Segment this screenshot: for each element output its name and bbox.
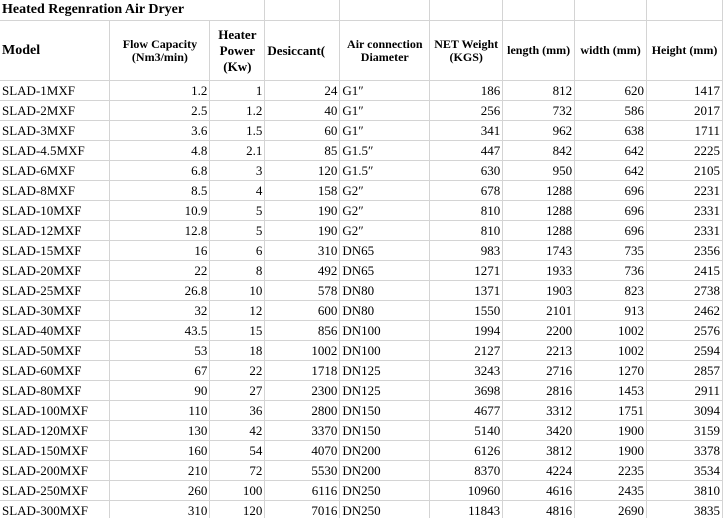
cell-heater-power[interactable]: 42 <box>210 421 265 441</box>
cell[interactable] <box>575 0 647 21</box>
cell-width[interactable]: 1900 <box>575 441 647 461</box>
cell-width[interactable]: 1751 <box>575 401 647 421</box>
cell-net-weight[interactable]: 1271 <box>430 261 503 281</box>
cell-width[interactable]: 642 <box>575 161 647 181</box>
table-row <box>0 441 723 461</box>
cell-height[interactable]: 3835 <box>647 501 723 518</box>
cell-height[interactable]: 3534 <box>647 461 723 481</box>
cell-length[interactable]: 4816 <box>503 501 575 518</box>
cell-net-weight[interactable]: 4677 <box>430 401 503 421</box>
cell-desiccant[interactable]: 3370 <box>265 421 340 441</box>
cell-model[interactable]: SLAD-4.5MXF <box>0 141 110 161</box>
cell-height[interactable]: 2857 <box>647 361 723 381</box>
cell-net-weight[interactable]: 447 <box>430 141 503 161</box>
cell-desiccant[interactable]: 190 <box>265 221 340 241</box>
cell-width[interactable]: 1453 <box>575 381 647 401</box>
sheet-title[interactable]: Heated Regenration Air Dryer <box>0 0 265 21</box>
cell-length[interactable]: 842 <box>503 141 575 161</box>
cell-air-connection[interactable]: DN125 <box>340 381 430 401</box>
cell-air-connection[interactable]: DN150 <box>340 421 430 441</box>
cell-net-weight[interactable]: 1994 <box>430 321 503 341</box>
cell-height[interactable]: 2415 <box>647 261 723 281</box>
cell-width[interactable]: 1900 <box>575 421 647 441</box>
cell-net-weight[interactable]: 8370 <box>430 461 503 481</box>
table-row <box>0 461 723 481</box>
cell-heater-power[interactable]: 2.1 <box>210 141 265 161</box>
cell-heater-power[interactable]: 72 <box>210 461 265 481</box>
table-row <box>0 401 723 421</box>
cell-flow-capacity[interactable]: 2.5 <box>110 101 210 121</box>
cell-width[interactable]: 2690 <box>575 501 647 518</box>
cell-net-weight[interactable]: 10960 <box>430 481 503 501</box>
cell-height[interactable]: 2231 <box>647 181 723 201</box>
cell-model[interactable]: SLAD-20MXF <box>0 261 110 281</box>
cell-net-weight[interactable]: 3243 <box>430 361 503 381</box>
cell-desiccant[interactable]: 6116 <box>265 481 340 501</box>
cell-heater-power[interactable]: 15 <box>210 321 265 341</box>
table-row <box>0 481 723 501</box>
cell-model[interactable]: SLAD-10MXF <box>0 201 110 221</box>
cell-air-connection[interactable]: G2″ <box>340 181 430 201</box>
cell-flow-capacity[interactable]: 90 <box>110 381 210 401</box>
cell-flow-capacity[interactable]: 310 <box>110 501 210 518</box>
cell-net-weight[interactable]: 810 <box>430 221 503 241</box>
cell-desiccant[interactable]: 1718 <box>265 361 340 381</box>
cell-net-weight[interactable]: 6126 <box>430 441 503 461</box>
title-row <box>0 0 723 21</box>
cell-flow-capacity[interactable]: 6.8 <box>110 161 210 181</box>
cell-flow-capacity[interactable]: 10.9 <box>110 201 210 221</box>
cell-width[interactable]: 696 <box>575 181 647 201</box>
cell-flow-capacity[interactable]: 260 <box>110 481 210 501</box>
cell-desiccant[interactable]: 578 <box>265 281 340 301</box>
cell-flow-capacity[interactable]: 4.8 <box>110 141 210 161</box>
cell-flow-capacity[interactable]: 130 <box>110 421 210 441</box>
cell-net-weight[interactable]: 2127 <box>430 341 503 361</box>
table-row <box>0 321 723 341</box>
cell-model[interactable]: SLAD-60MXF <box>0 361 110 381</box>
cell[interactable] <box>503 0 575 21</box>
cell-width[interactable]: 586 <box>575 101 647 121</box>
cell-flow-capacity[interactable]: 210 <box>110 461 210 481</box>
cell-air-connection[interactable]: G1.5″ <box>340 141 430 161</box>
cell-air-connection[interactable]: DN100 <box>340 341 430 361</box>
table-row <box>0 101 723 121</box>
cell-net-weight[interactable]: 983 <box>430 241 503 261</box>
cell-air-connection[interactable]: DN250 <box>340 481 430 501</box>
cell-model[interactable]: SLAD-200MXF <box>0 461 110 481</box>
cell-net-weight[interactable]: 5140 <box>430 421 503 441</box>
cell-flow-capacity[interactable]: 12.8 <box>110 221 210 241</box>
cell-desiccant[interactable]: 4070 <box>265 441 340 461</box>
cell-width[interactable]: 2435 <box>575 481 647 501</box>
cell-height[interactable]: 2576 <box>647 321 723 341</box>
cell-heater-power[interactable]: 12 <box>210 301 265 321</box>
cell-heater-power[interactable]: 10 <box>210 281 265 301</box>
header-model[interactable]: Model <box>0 21 110 81</box>
table-row <box>0 141 723 161</box>
cell-heater-power[interactable]: 18 <box>210 341 265 361</box>
table-row <box>0 161 723 181</box>
cell-model[interactable]: SLAD-30MXF <box>0 301 110 321</box>
header-height[interactable]: Height (mm) <box>647 21 723 81</box>
cell-heater-power[interactable]: 8 <box>210 261 265 281</box>
cell-heater-power[interactable]: 1 <box>210 81 265 101</box>
cell-net-weight[interactable]: 186 <box>430 81 503 101</box>
cell-desiccant[interactable]: 600 <box>265 301 340 321</box>
cell-desiccant[interactable]: 310 <box>265 241 340 261</box>
header-length[interactable]: length (mm) <box>503 21 575 81</box>
cell-desiccant[interactable]: 7016 <box>265 501 340 518</box>
cell-flow-capacity[interactable]: 16 <box>110 241 210 261</box>
cell-air-connection[interactable]: DN65 <box>340 241 430 261</box>
cell-air-connection[interactable]: G1″ <box>340 101 430 121</box>
table-row <box>0 281 723 301</box>
cell-net-weight[interactable]: 11843 <box>430 501 503 518</box>
cell-heater-power[interactable]: 4 <box>210 181 265 201</box>
cell-height[interactable]: 2594 <box>647 341 723 361</box>
table-row <box>0 221 723 241</box>
cell-heater-power[interactable]: 27 <box>210 381 265 401</box>
table-row <box>0 341 723 361</box>
header-row <box>0 21 723 81</box>
cell-flow-capacity[interactable]: 160 <box>110 441 210 461</box>
cell-model[interactable]: SLAD-300MXF <box>0 501 110 518</box>
cell-length[interactable]: 1903 <box>503 281 575 301</box>
cell-heater-power[interactable]: 6 <box>210 241 265 261</box>
cell-height[interactable]: 2356 <box>647 241 723 261</box>
header-air-connection[interactable]: Air connection Diameter <box>340 21 430 81</box>
cell-flow-capacity[interactable]: 32 <box>110 301 210 321</box>
cell[interactable] <box>647 0 723 21</box>
header-net-weight[interactable]: NET Weight (KGS) <box>430 21 503 81</box>
cell-air-connection[interactable]: DN200 <box>340 461 430 481</box>
cell-width[interactable]: 638 <box>575 121 647 141</box>
header-flow-capacity[interactable]: Flow Capacity (Nm3/min) <box>110 21 210 81</box>
cell-length[interactable]: 962 <box>503 121 575 141</box>
cell-width[interactable]: 913 <box>575 301 647 321</box>
cell-height[interactable]: 2017 <box>647 101 723 121</box>
cell-desiccant[interactable]: 5530 <box>265 461 340 481</box>
cell-model[interactable]: SLAD-50MXF <box>0 341 110 361</box>
cell-heater-power[interactable]: 100 <box>210 481 265 501</box>
cell-net-weight[interactable]: 630 <box>430 161 503 181</box>
table-row <box>0 241 723 261</box>
cell-width[interactable]: 696 <box>575 201 647 221</box>
cell-length[interactable]: 1288 <box>503 221 575 241</box>
cell-desiccant[interactable]: 158 <box>265 181 340 201</box>
cell-width[interactable]: 823 <box>575 281 647 301</box>
cell-heater-power[interactable]: 22 <box>210 361 265 381</box>
cell-air-connection[interactable]: DN150 <box>340 401 430 421</box>
table-row <box>0 181 723 201</box>
cell-flow-capacity[interactable]: 22 <box>110 261 210 281</box>
cell-length[interactable]: 2816 <box>503 381 575 401</box>
cell-desiccant[interactable]: 85 <box>265 141 340 161</box>
cell-height[interactable]: 3094 <box>647 401 723 421</box>
cell-width[interactable]: 735 <box>575 241 647 261</box>
cell-width[interactable]: 642 <box>575 141 647 161</box>
cell-desiccant[interactable]: 2300 <box>265 381 340 401</box>
cell-desiccant[interactable]: 492 <box>265 261 340 281</box>
cell-model[interactable]: SLAD-40MXF <box>0 321 110 341</box>
cell-width[interactable]: 1002 <box>575 321 647 341</box>
cell-air-connection[interactable]: DN125 <box>340 361 430 381</box>
cell-length[interactable]: 4224 <box>503 461 575 481</box>
cell-length[interactable]: 2716 <box>503 361 575 381</box>
cell-model[interactable]: SLAD-3MXF <box>0 121 110 141</box>
cell-heater-power[interactable]: 1.5 <box>210 121 265 141</box>
cell-model[interactable]: SLAD-6MXF <box>0 161 110 181</box>
cell-air-connection[interactable]: DN200 <box>340 441 430 461</box>
cell-length[interactable]: 950 <box>503 161 575 181</box>
cell-width[interactable]: 1270 <box>575 361 647 381</box>
cell-flow-capacity[interactable]: 26.8 <box>110 281 210 301</box>
cell-net-weight[interactable]: 678 <box>430 181 503 201</box>
cell-width[interactable]: 2235 <box>575 461 647 481</box>
cell-length[interactable]: 2200 <box>503 321 575 341</box>
cell[interactable] <box>265 0 340 21</box>
cell-width[interactable]: 1002 <box>575 341 647 361</box>
table-row <box>0 301 723 321</box>
cell-air-connection[interactable]: DN80 <box>340 301 430 321</box>
table-row <box>0 421 723 441</box>
cell-desiccant[interactable]: 190 <box>265 201 340 221</box>
cell-heater-power[interactable]: 1.2 <box>210 101 265 121</box>
cell-net-weight[interactable]: 810 <box>430 201 503 221</box>
cell-model[interactable]: SLAD-250MXF <box>0 481 110 501</box>
cell-model[interactable]: SLAD-1MXF <box>0 81 110 101</box>
cell-model[interactable]: SLAD-15MXF <box>0 241 110 261</box>
cell-flow-capacity[interactable]: 43.5 <box>110 321 210 341</box>
cell-flow-capacity[interactable]: 53 <box>110 341 210 361</box>
cell-flow-capacity[interactable]: 8.5 <box>110 181 210 201</box>
cell-heater-power[interactable]: 5 <box>210 201 265 221</box>
cell-length[interactable]: 2101 <box>503 301 575 321</box>
cell-height[interactable]: 2105 <box>647 161 723 181</box>
cell-flow-capacity[interactable]: 110 <box>110 401 210 421</box>
cell-height[interactable]: 2331 <box>647 201 723 221</box>
cell[interactable] <box>340 0 430 21</box>
cell-flow-capacity[interactable]: 1.2 <box>110 81 210 101</box>
cell-length[interactable]: 1288 <box>503 181 575 201</box>
header-heater-power[interactable]: Heater Power (Kw) <box>210 21 265 81</box>
cell-height[interactable]: 3810 <box>647 481 723 501</box>
cell-model[interactable]: SLAD-120MXF <box>0 421 110 441</box>
cell-width[interactable]: 620 <box>575 81 647 101</box>
cell-model[interactable]: SLAD-12MXF <box>0 221 110 241</box>
cell-heater-power[interactable]: 54 <box>210 441 265 461</box>
cell-model[interactable]: SLAD-100MXF <box>0 401 110 421</box>
cell-heater-power[interactable]: 3 <box>210 161 265 181</box>
cell-height[interactable]: 2331 <box>647 221 723 241</box>
cell-model[interactable]: SLAD-8MXF <box>0 181 110 201</box>
table-row <box>0 261 723 281</box>
cell-net-weight[interactable]: 3698 <box>430 381 503 401</box>
cell-length[interactable]: 1743 <box>503 241 575 261</box>
cell-length[interactable]: 3420 <box>503 421 575 441</box>
table-row <box>0 121 723 141</box>
table-row <box>0 361 723 381</box>
cell-desiccant[interactable]: 2800 <box>265 401 340 421</box>
cell-height[interactable]: 2462 <box>647 301 723 321</box>
cell-net-weight[interactable]: 1371 <box>430 281 503 301</box>
cell-desiccant[interactable]: 24 <box>265 81 340 101</box>
table-row <box>0 381 723 401</box>
cell[interactable] <box>430 0 503 21</box>
cell-net-weight[interactable]: 256 <box>430 101 503 121</box>
cell-air-connection[interactable]: G2″ <box>340 221 430 241</box>
cell-desiccant[interactable]: 40 <box>265 101 340 121</box>
cell-net-weight[interactable]: 341 <box>430 121 503 141</box>
cell-height[interactable]: 1417 <box>647 81 723 101</box>
cell-model[interactable]: SLAD-150MXF <box>0 441 110 461</box>
cell-air-connection[interactable]: G1″ <box>340 81 430 101</box>
cell-length[interactable]: 3312 <box>503 401 575 421</box>
cell-length[interactable]: 2213 <box>503 341 575 361</box>
cell-desiccant[interactable]: 856 <box>265 321 340 341</box>
cell-length[interactable]: 4616 <box>503 481 575 501</box>
cell-air-connection[interactable]: DN250 <box>340 501 430 518</box>
cell-length[interactable]: 1288 <box>503 201 575 221</box>
cell-model[interactable]: SLAD-2MXF <box>0 101 110 121</box>
cell-model[interactable]: SLAD-25MXF <box>0 281 110 301</box>
cell-desiccant[interactable]: 60 <box>265 121 340 141</box>
cell-air-connection[interactable]: G2″ <box>340 201 430 221</box>
cell-flow-capacity[interactable]: 67 <box>110 361 210 381</box>
cell-length[interactable]: 1933 <box>503 261 575 281</box>
header-width[interactable]: width (mm) <box>575 21 647 81</box>
cell-height[interactable]: 3159 <box>647 421 723 441</box>
cell-length[interactable]: 3812 <box>503 441 575 461</box>
cell-height[interactable]: 2738 <box>647 281 723 301</box>
table-row <box>0 81 723 101</box>
cell-heater-power[interactable]: 120 <box>210 501 265 518</box>
cell-width[interactable]: 736 <box>575 261 647 281</box>
cell-air-connection[interactable]: DN80 <box>340 281 430 301</box>
cell-length[interactable]: 812 <box>503 81 575 101</box>
cell-model[interactable]: SLAD-80MXF <box>0 381 110 401</box>
cell-desiccant[interactable]: 120 <box>265 161 340 181</box>
cell-height[interactable]: 2911 <box>647 381 723 401</box>
cell-heater-power[interactable]: 36 <box>210 401 265 421</box>
cell-air-connection[interactable]: G1.5″ <box>340 161 430 181</box>
cell-width[interactable]: 696 <box>575 221 647 241</box>
cell-height[interactable]: 1711 <box>647 121 723 141</box>
header-desiccant[interactable]: Desiccant( <box>265 21 340 81</box>
cell-height[interactable]: 2225 <box>647 141 723 161</box>
cell-height[interactable]: 3378 <box>647 441 723 461</box>
cell-air-connection[interactable]: G1″ <box>340 121 430 141</box>
table-row <box>0 501 723 518</box>
cell-heater-power[interactable]: 5 <box>210 221 265 241</box>
cell-net-weight[interactable]: 1550 <box>430 301 503 321</box>
cell-desiccant[interactable]: 1002 <box>265 341 340 361</box>
cell-length[interactable]: 732 <box>503 101 575 121</box>
table-row <box>0 201 723 221</box>
cell-flow-capacity[interactable]: 3.6 <box>110 121 210 141</box>
cell-air-connection[interactable]: DN65 <box>340 261 430 281</box>
cell-air-connection[interactable]: DN100 <box>340 321 430 341</box>
